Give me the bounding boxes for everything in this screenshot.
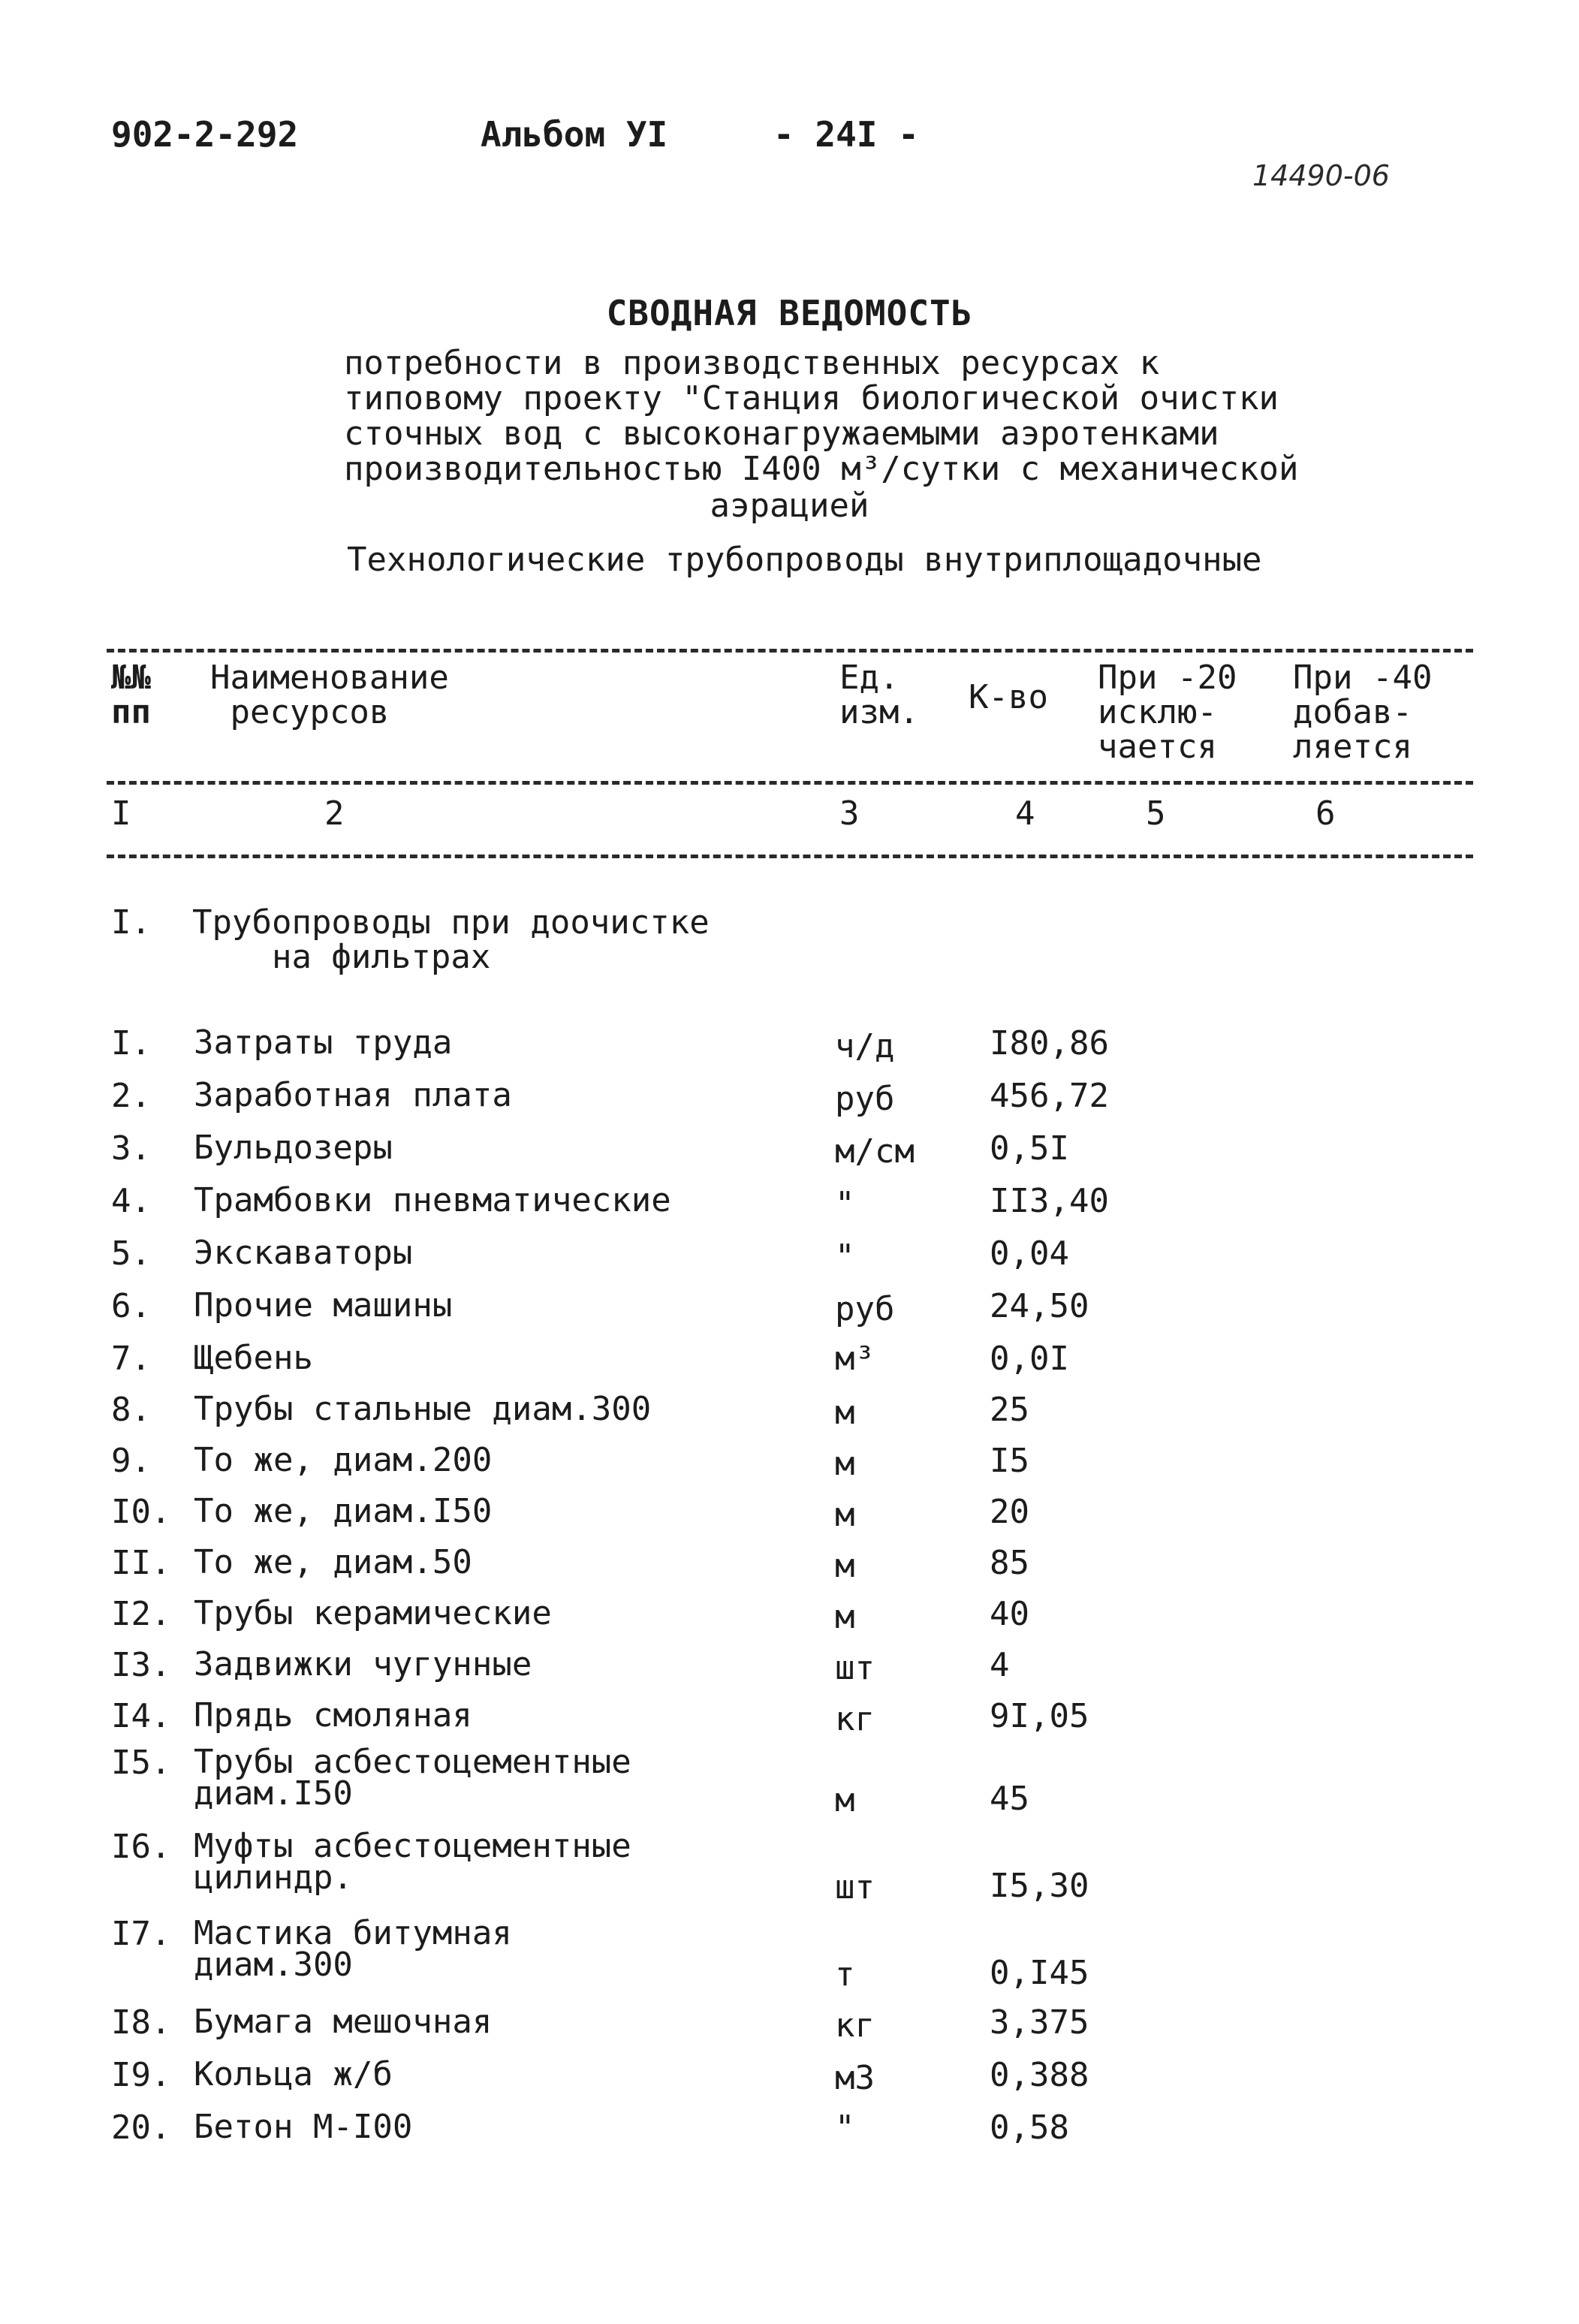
row-number: 20. (111, 2108, 171, 2147)
row-number: II. (111, 1544, 171, 1582)
row-quantity: 24,50 (990, 1287, 1089, 1325)
row-number: 7. (111, 1340, 151, 1378)
row-name: Трубы асбестоцементные диам.I50 (194, 1743, 631, 1813)
row-unit: м3 (835, 2059, 875, 2097)
column-index: 2 (324, 794, 345, 833)
row-unit: м (835, 1547, 855, 1585)
page-number: - 24I - (773, 114, 919, 155)
table-header-rule (107, 781, 1473, 785)
column-header-unit: Ед. изм. (839, 659, 919, 731)
section-number: I. (111, 903, 151, 942)
subtitle-line: потребности в производственных ресурсах к (344, 344, 1160, 382)
table-index-rule (107, 855, 1473, 858)
row-number: 3. (111, 1129, 151, 1168)
row-unit: кг (835, 1700, 875, 1738)
row-unit: м (835, 1394, 855, 1432)
row-unit: руб (835, 1290, 895, 1328)
document-subtitle (344, 345, 1299, 487)
row-unit: шт (835, 1868, 875, 1907)
column-header-minus40: При -40 добав- ляется (1293, 659, 1433, 766)
row-name: Задвижки чугунные (194, 1645, 532, 1683)
column-index: I (111, 794, 131, 833)
row-quantity: II3,40 (990, 1182, 1109, 1220)
table-top-rule (107, 649, 1473, 653)
row-unit: шт (835, 1649, 875, 1687)
row-name: Трамбовки пневматические (194, 1181, 671, 1219)
row-unit: м (835, 1445, 855, 1483)
row-unit: м (835, 1781, 855, 1819)
row-name: Экскаваторы (194, 1234, 413, 1272)
row-quantity: 0,I45 (990, 1954, 1089, 1992)
handwritten-stamp: 14490-06 (1252, 159, 1390, 192)
subtitle-line: производительностью I400 м³/сутки с механической (344, 450, 1299, 488)
row-unit: ч/д (835, 1027, 895, 1066)
section-name: Трубопроводы при доочистке на фильтрах (192, 903, 710, 976)
column-index: 6 (1315, 794, 1336, 833)
row-quantity: 456,72 (990, 1077, 1109, 1115)
row-unit: т (835, 1955, 855, 1994)
row-name: То же, диам.200 (194, 1441, 493, 1479)
row-name: Затраты труда (194, 1023, 453, 1062)
column-header-name: Наименование ресурсов (210, 659, 449, 731)
row-unit: " (835, 2108, 855, 2147)
row-name: Мастика битумная диам.300 (194, 1914, 512, 1984)
row-number: I7. (111, 1915, 171, 1953)
row-name: Прядь смоляная (194, 1696, 472, 1735)
row-number: 6. (111, 1287, 151, 1325)
row-unit: " (835, 1237, 855, 1276)
row-name: Трубы стальные диам.300 (194, 1390, 652, 1428)
row-quantity: 25 (990, 1391, 1029, 1429)
row-name: Бульдозеры (194, 1129, 393, 1167)
row-quantity: 0,58 (990, 2108, 1069, 2147)
row-number: I2. (111, 1595, 171, 1633)
row-quantity: 85 (990, 1544, 1029, 1582)
row-number: I3. (111, 1646, 171, 1684)
album-label: Альбом УI (481, 114, 668, 155)
row-number: I5. (111, 1744, 171, 1782)
row-number: 5. (111, 1234, 151, 1273)
row-quantity: I80,86 (990, 1024, 1109, 1063)
column-index: 3 (839, 794, 860, 833)
row-number: 4. (111, 1182, 151, 1220)
row-unit: м/см (835, 1132, 915, 1171)
row-number: I8. (111, 2003, 171, 2042)
row-name: То же, диам.I50 (194, 1492, 493, 1530)
row-name: Бетон М-I00 (194, 2108, 413, 2146)
row-quantity: I5,30 (990, 1867, 1089, 1905)
row-name: Трубы керамические (194, 1594, 552, 1632)
subtitle-line: типовому проекту "Станция биологической очистки (344, 379, 1279, 417)
row-unit: руб (835, 1080, 895, 1118)
row-quantity: I5 (990, 1442, 1029, 1480)
row-unit: м (835, 1598, 855, 1636)
row-quantity: 0,0I (990, 1340, 1069, 1378)
subtitle-last-line: аэрацией (710, 487, 869, 525)
row-number: I6. (111, 1828, 171, 1866)
row-number: I. (111, 1024, 151, 1063)
section-title: Технологические трубопроводы внутриплощадочные (347, 541, 1262, 579)
row-number: 9. (111, 1442, 151, 1480)
subtitle-line: сточных вод с высоконагружаемыми аэротенками (344, 414, 1219, 453)
row-name: То же, диам.50 (194, 1543, 472, 1581)
column-header-number: №№ пп (111, 659, 151, 731)
row-quantity: 0,04 (990, 1234, 1069, 1273)
row-number: 8. (111, 1391, 151, 1429)
row-number: 2. (111, 1077, 151, 1115)
column-header-quantity: К-во (969, 678, 1048, 716)
document-title: СВОДНАЯ ВЕДОМОСТЬ (606, 293, 973, 333)
row-quantity: 3,375 (990, 2003, 1089, 2042)
document-code: 902-2-292 (111, 114, 299, 155)
row-name: Бумага мешочная (194, 2003, 493, 2041)
row-quantity: 4 (990, 1646, 1010, 1684)
row-name: Щебень (194, 1339, 313, 1377)
row-unit: " (835, 1185, 855, 1223)
row-quantity: 45 (990, 1780, 1029, 1818)
row-quantity: 40 (990, 1595, 1029, 1633)
row-quantity: 0,388 (990, 2056, 1089, 2094)
row-quantity: 20 (990, 1493, 1029, 1531)
row-name: Муфты асбестоцементные цилиндр. (194, 1827, 631, 1897)
row-quantity: 0,5I (990, 1129, 1069, 1168)
column-header-minus20: При -20 исклю- чается (1098, 659, 1237, 766)
row-unit: кг (835, 2006, 875, 2045)
row-number: I4. (111, 1697, 171, 1735)
row-name: Заработная плата (194, 1076, 512, 1114)
row-unit: м (835, 1496, 855, 1534)
column-index: 5 (1146, 794, 1166, 833)
row-number: I9. (111, 2056, 171, 2094)
column-index: 4 (1015, 794, 1035, 833)
row-name: Кольца ж/б (194, 2055, 393, 2093)
row-unit: м³ (835, 1340, 875, 1378)
row-quantity: 9I,05 (990, 1697, 1089, 1735)
row-number: I0. (111, 1493, 171, 1531)
row-name: Прочие машины (194, 1286, 453, 1325)
